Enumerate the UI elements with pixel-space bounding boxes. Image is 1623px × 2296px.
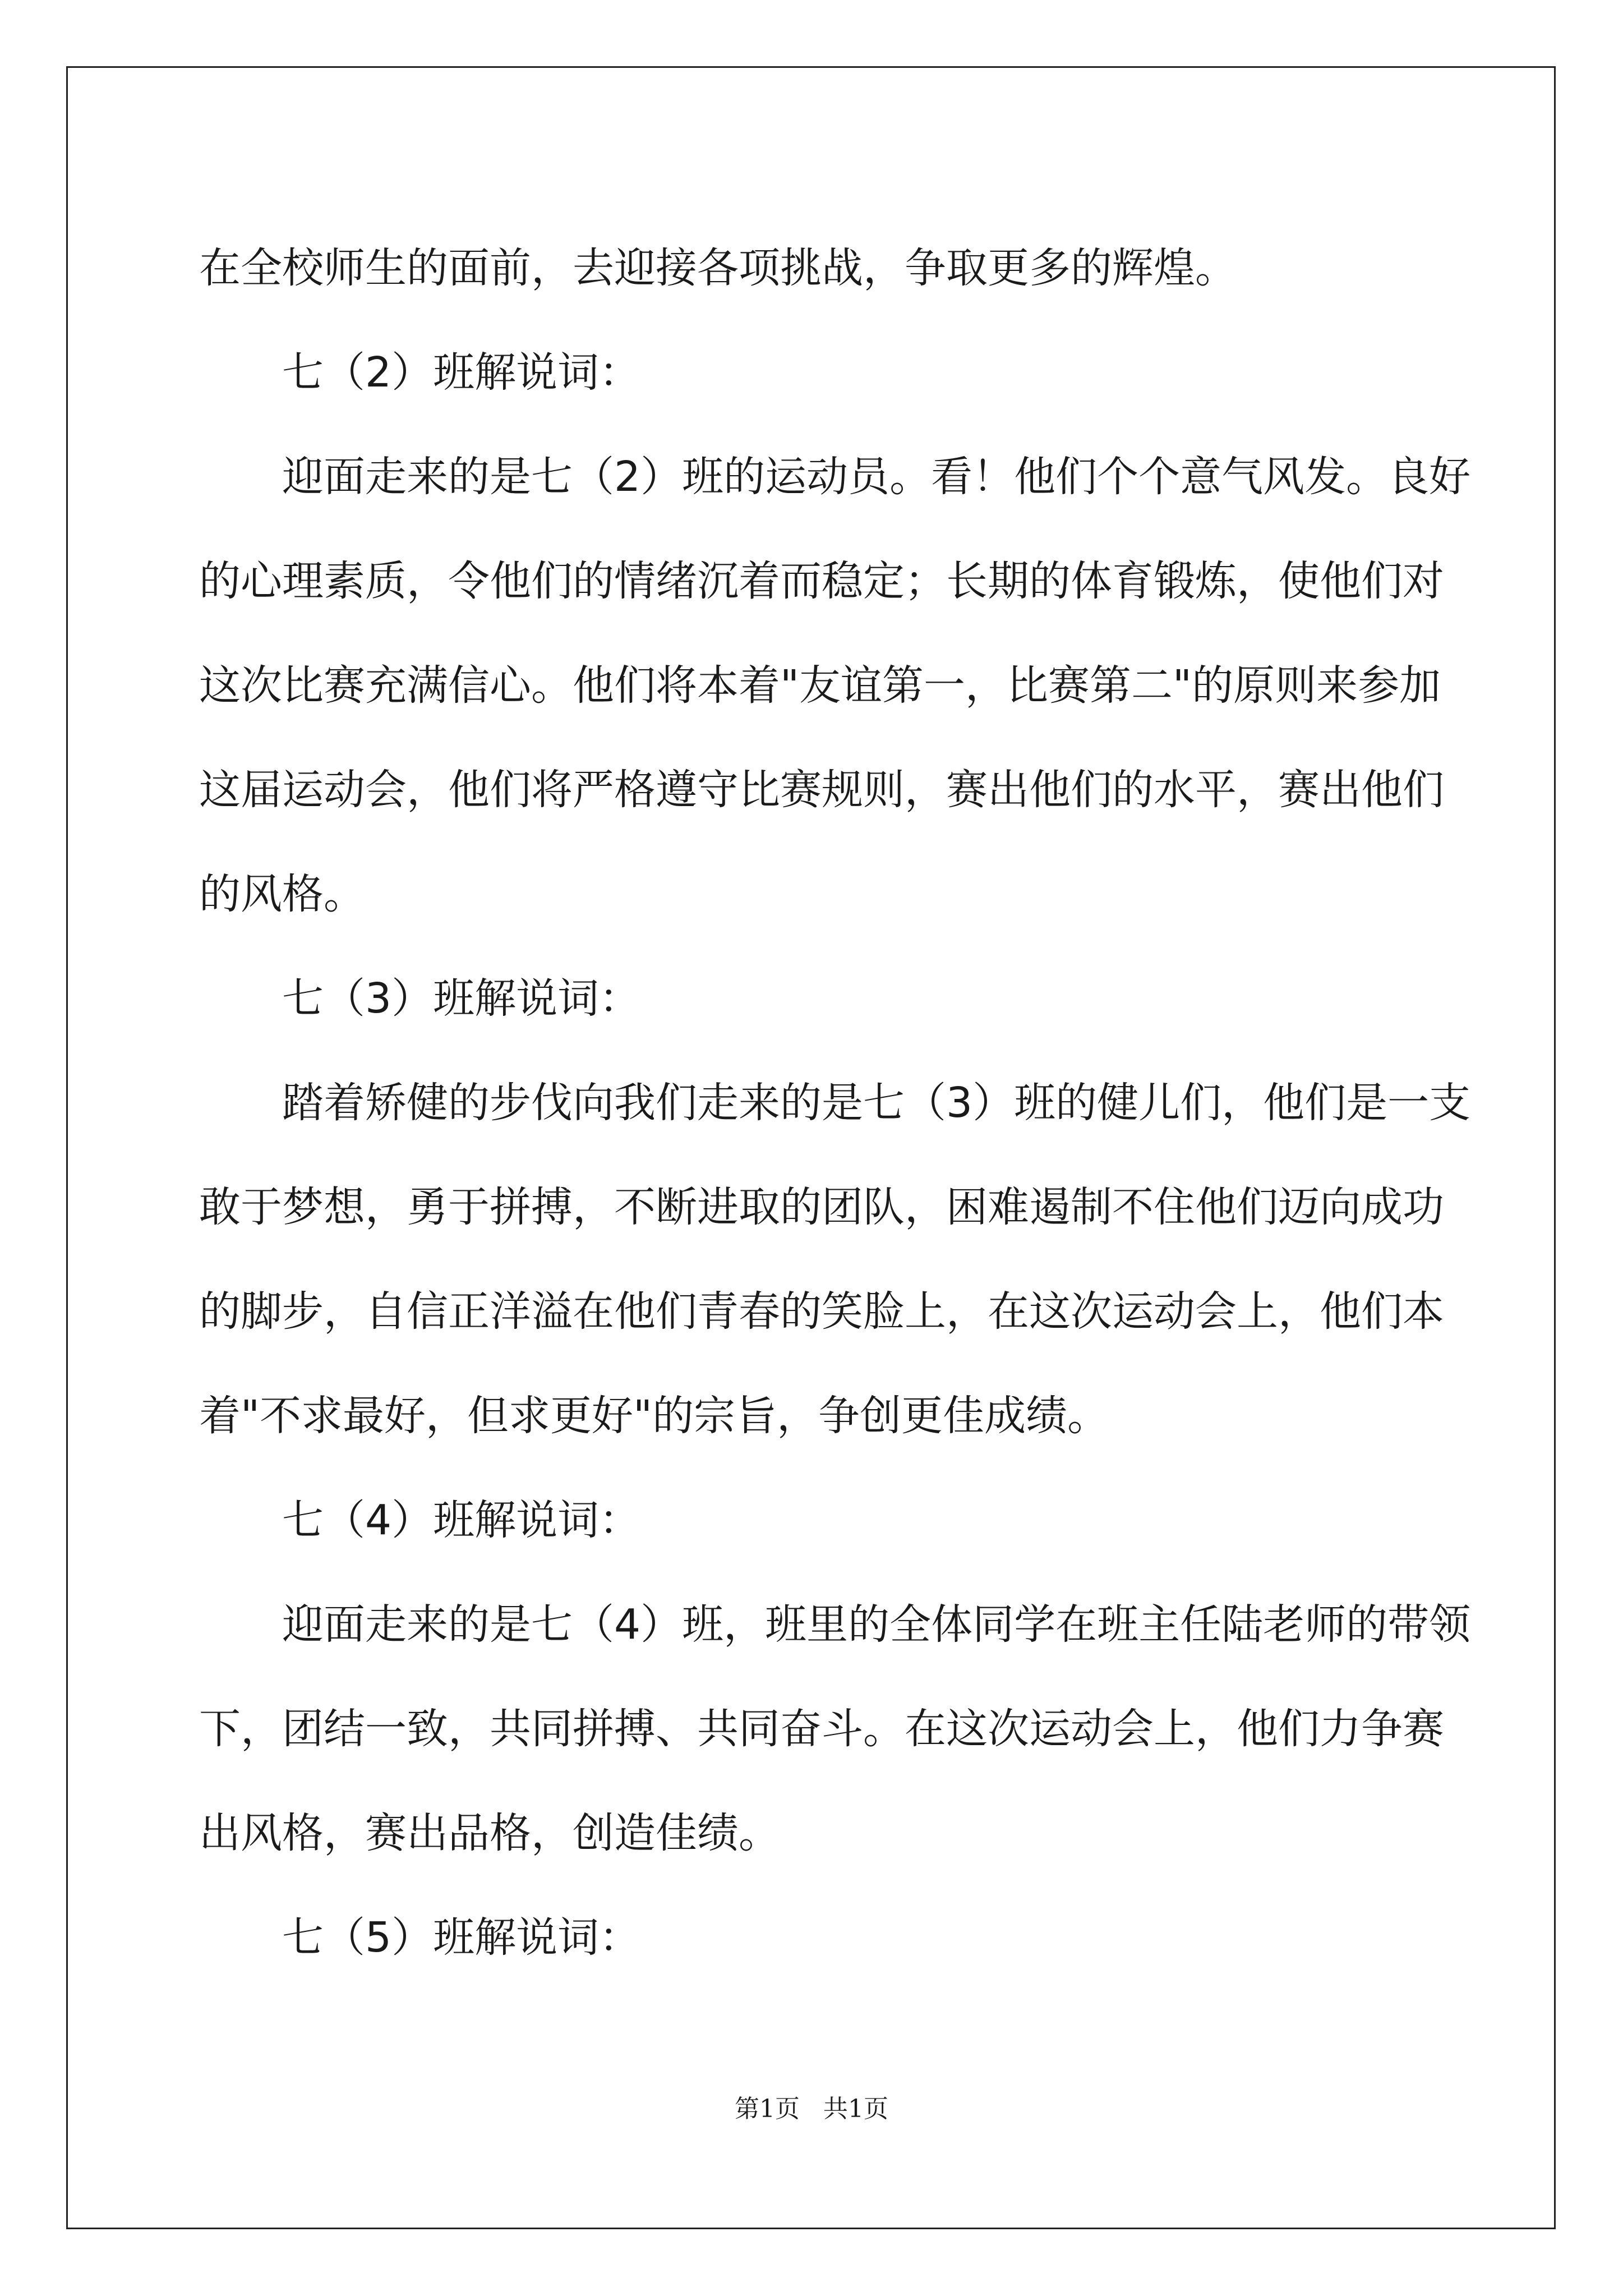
text-line: 迎面走来的是七（4）班，班里的全体同学在班主任陆老师的带领 <box>282 1600 1471 1649</box>
text-line: 这次比赛充满信心。他们将本着"友谊第一，比赛第二"的原则来参加 <box>199 661 1441 710</box>
text-line: 的心理素质，令他们的情绪沉着而稳定；长期的体育锻炼，使他们对 <box>199 557 1444 605</box>
section-heading-class-7-5: 七（5）班解说词： <box>282 1913 641 1962</box>
text-line: 的风格。 <box>199 870 365 918</box>
section-heading-class-7-3: 七（3）班解说词： <box>282 974 641 1023</box>
page-number-footer: 第1页 共1页 <box>735 2095 888 2123</box>
text-line: 出风格，赛出品格，创造佳绩。 <box>199 1809 780 1857</box>
section-heading-class-7-2: 七（2）班解说词： <box>282 348 641 397</box>
text-line: 下，团结一致，共同拼搏、共同奋斗。在这次运动会上，他们力争赛 <box>199 1705 1444 1753</box>
text-line: 在全校师生的面前，去迎接各项挑战，争取更多的辉煌。 <box>199 244 1237 292</box>
document-body <box>199 216 1471 1990</box>
text-line: 这届运动会，他们将严格遵守比赛规则，赛出他们的水平，赛出他们 <box>199 766 1444 814</box>
section-heading-class-7-4: 七（4）班解说词： <box>282 1496 641 1544</box>
text-line: 迎面走来的是七（2）班的运动员。看！他们个个意气风发。良好 <box>282 453 1471 501</box>
text-line: 的脚步，自信正洋溢在他们青春的笑脸上，在这次运动会上，他们本 <box>199 1287 1444 1336</box>
text-line: 踏着矫健的步伐向我们走来的是七（3）班的健儿们，他们是一支 <box>282 1079 1471 1127</box>
text-line: 敢于梦想，勇于拼搏，不断进取的团队，困难遏制不住他们迈向成功 <box>199 1183 1444 1231</box>
text-line: 着"不求最好，但求更好"的宗旨，争创更佳成绩。 <box>199 1392 1109 1440</box>
